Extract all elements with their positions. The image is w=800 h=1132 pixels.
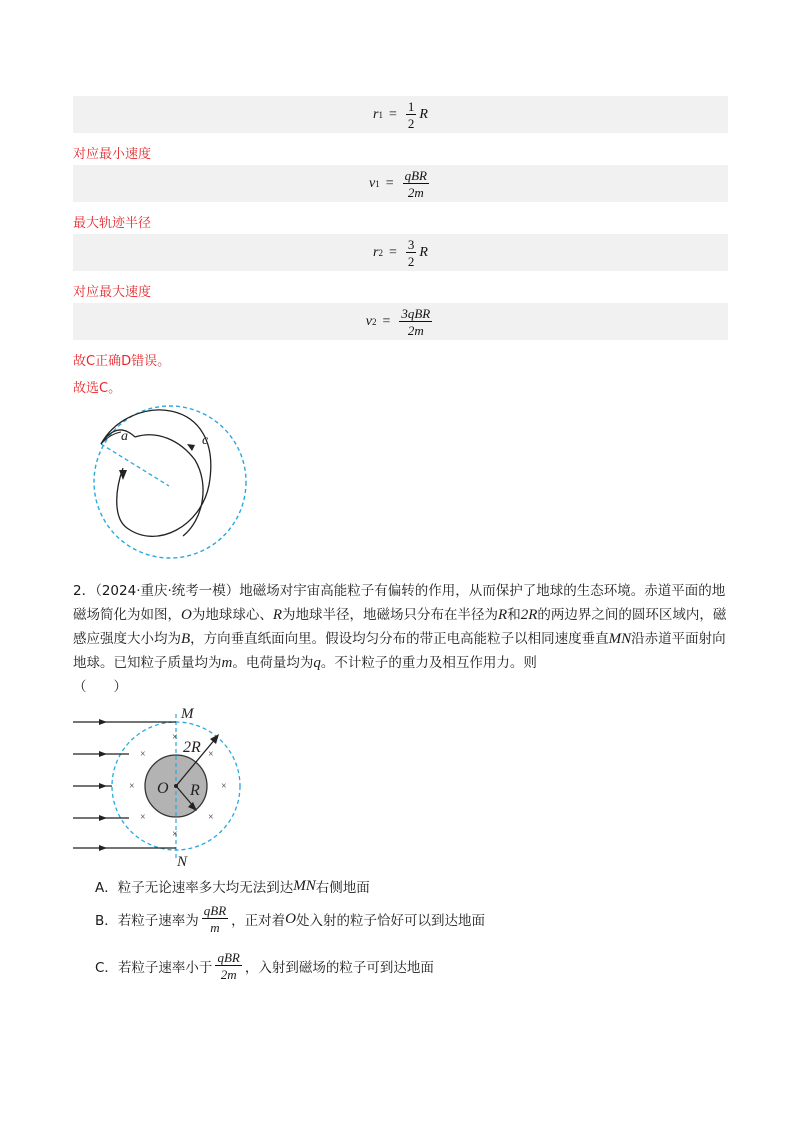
symbol-q: q xyxy=(313,655,321,671)
label-c: c xyxy=(202,433,209,448)
symbol-o: O xyxy=(285,910,296,927)
formula-tail: R xyxy=(419,106,428,122)
option-c[interactable] xyxy=(95,951,434,981)
note-max-radius: 最大轨迹半径 xyxy=(73,216,152,231)
question-text: 。不计粒子的重力及相互作用力。则 xyxy=(320,655,537,671)
fraction-numerator: qBR xyxy=(217,950,240,965)
symbol-r: R xyxy=(498,607,508,623)
question-text: 沿赤道平面射向地球。已知粒子质量均为 xyxy=(73,631,726,671)
fraction xyxy=(215,951,241,981)
formula-lhs: r xyxy=(373,106,379,122)
option-text: 粒子无论速率多大均无法到达 xyxy=(117,880,294,896)
equals-sign: = xyxy=(388,106,397,122)
formula-v1 xyxy=(73,165,728,202)
option-label: A． xyxy=(95,880,118,896)
option-text: 若粒子速率为 xyxy=(117,913,199,929)
radius-dashed-line xyxy=(101,444,169,486)
answer-bracket: （ ） xyxy=(73,679,127,695)
fraction-numerator: 1 xyxy=(407,98,415,114)
symbol-b: B xyxy=(181,631,191,647)
fraction-denominator: 2m xyxy=(220,967,237,982)
label-m: M xyxy=(181,706,194,722)
symbol-mn: MN xyxy=(608,631,632,647)
option-text: ，正对着 xyxy=(231,913,286,929)
formula-lhs: r xyxy=(373,244,379,260)
equals-sign: = xyxy=(382,313,391,329)
fraction-numerator: qBR xyxy=(203,903,227,918)
note-max-speed: 对应最大速度 xyxy=(73,285,152,300)
fraction xyxy=(406,238,417,268)
fraction-numerator: qBR xyxy=(404,167,427,183)
field-cross: × xyxy=(208,812,214,823)
label-r: R xyxy=(190,782,200,799)
formula-v2 xyxy=(73,303,728,340)
equals-sign: = xyxy=(385,175,394,191)
fraction-denominator: 2 xyxy=(407,253,415,269)
note-choice: 故选C。 xyxy=(73,381,122,396)
option-a[interactable] xyxy=(95,876,370,896)
symbol-m: m xyxy=(221,655,233,671)
fraction xyxy=(399,307,432,337)
symbol-mn: MN xyxy=(293,877,316,894)
option-b[interactable] xyxy=(95,904,485,934)
note-min-speed: 对应最小速度 xyxy=(73,147,152,162)
question-2 xyxy=(73,579,733,699)
label-a: a xyxy=(121,429,128,444)
formula-tail: R xyxy=(419,244,428,260)
formula-lhs: v xyxy=(365,313,372,329)
fraction-denominator: 2m xyxy=(407,322,424,338)
fraction-numerator: 3qBR xyxy=(401,305,431,321)
fraction xyxy=(403,169,429,199)
question-source: （2024·重庆·统考一模） xyxy=(95,583,240,599)
field-cross: × xyxy=(172,732,178,743)
option-label: B． xyxy=(95,913,118,929)
formula-r2 xyxy=(73,234,728,271)
option-label: C． xyxy=(95,960,118,976)
field-cross: × xyxy=(140,812,146,823)
field-cross: × xyxy=(140,749,146,760)
question-text: 为地球球心、 xyxy=(191,607,273,623)
question-text: 地磁场对宇宙高能粒子有偏转的作用，从而保护了地球的生态环境。赤道平面的地磁场简化为如图， xyxy=(73,583,726,623)
particle-arrowheads xyxy=(99,719,107,851)
formula-r1 xyxy=(73,96,728,133)
equals-sign: = xyxy=(388,244,397,260)
symbol-2r: 2R xyxy=(520,607,538,623)
formula-subscript: 1 xyxy=(375,178,380,189)
formula-subscript: 2 xyxy=(378,247,383,258)
formula-subscript: 1 xyxy=(378,109,383,120)
option-text: 处入射的粒子恰好可以到达地面 xyxy=(296,913,485,929)
arrow-head xyxy=(210,734,219,744)
question-text: ，方向垂直纸面向里。假设均匀分布的带正电高能粒子以相同速度垂直 xyxy=(190,631,609,647)
question-text: 的两边界之间的圆环区域内，磁感应强度大小均为 xyxy=(73,607,727,647)
field-cross: × xyxy=(129,781,135,792)
field-cross: × xyxy=(172,829,178,840)
fraction xyxy=(202,904,228,934)
note-conclusion: 故C正确D错误。 xyxy=(73,354,171,369)
fraction-denominator: 2m xyxy=(407,184,424,200)
question-text: 为地球半径，地磁场只分布在半径为 xyxy=(282,607,499,623)
trajectory-figure xyxy=(85,400,255,565)
arrow-head xyxy=(187,444,195,451)
question-number: 2． xyxy=(73,583,96,599)
fraction xyxy=(406,100,417,130)
symbol-o: O xyxy=(181,607,192,623)
fraction-numerator: 3 xyxy=(407,236,415,252)
trajectory-c xyxy=(101,410,211,536)
formula-lhs: v xyxy=(368,175,376,191)
label-o: O xyxy=(157,780,169,797)
symbol-r: R xyxy=(272,607,283,623)
center-point xyxy=(174,784,178,788)
label-n: N xyxy=(177,854,188,870)
option-text: 若粒子速率小于 xyxy=(117,960,213,976)
outer-dashed-circle xyxy=(94,406,246,558)
option-text: 右侧地面 xyxy=(315,880,370,896)
formula-subscript: 2 xyxy=(371,316,377,327)
magnetic-field-figure xyxy=(73,700,253,870)
fraction-denominator: m xyxy=(210,920,220,935)
field-cross: × xyxy=(221,781,227,792)
question-text: 。电荷量均为 xyxy=(232,655,314,671)
question-text: 和 xyxy=(507,607,521,623)
label-2r: 2R xyxy=(183,739,201,756)
field-cross: × xyxy=(208,749,214,760)
fraction-denominator: 2 xyxy=(407,115,415,131)
option-text: ，入射到磁场的粒子可到达地面 xyxy=(244,960,434,976)
